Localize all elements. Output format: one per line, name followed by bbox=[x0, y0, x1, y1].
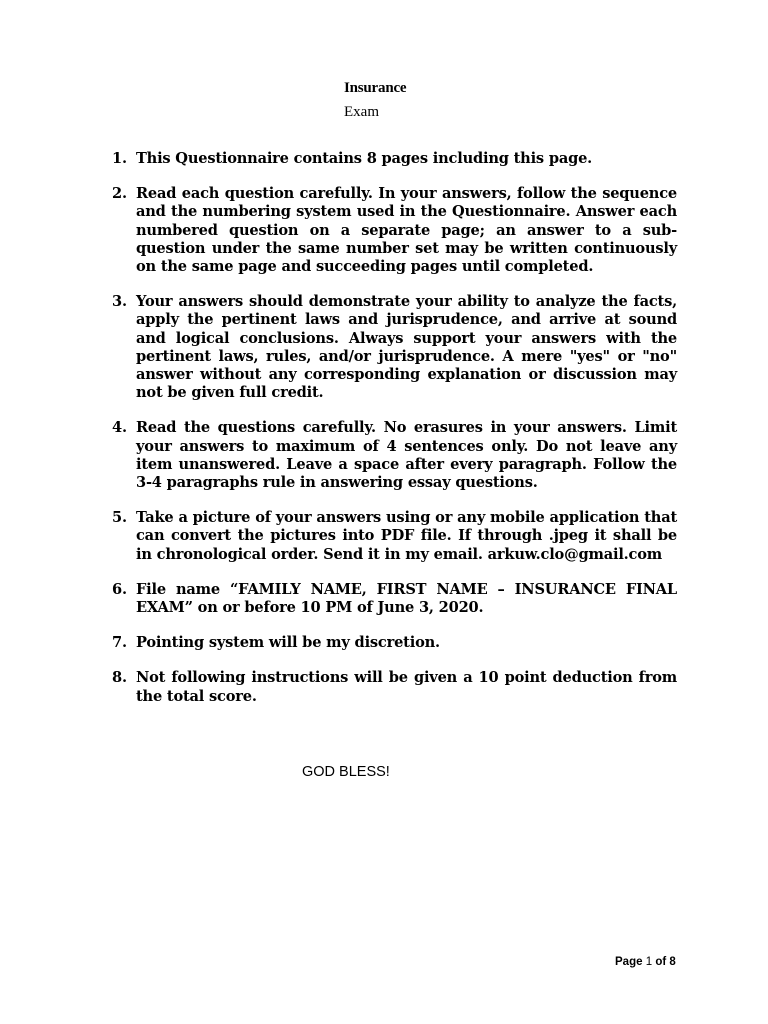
instruction-item-7 bbox=[112, 634, 677, 652]
document-title: Insurance bbox=[344, 80, 407, 96]
of-label: of bbox=[655, 956, 667, 968]
instruction-text: Pointing system will be my discretion. bbox=[136, 634, 440, 652]
instruction-item-6 bbox=[112, 581, 677, 617]
document-subtitle: Exam bbox=[344, 104, 379, 120]
instruction-number: 6. bbox=[112, 580, 127, 598]
instruction-number: 1. bbox=[112, 150, 127, 167]
page-footer bbox=[615, 956, 676, 968]
instruction-number: 4. bbox=[112, 419, 127, 437]
closing-text: GOD BLESS! bbox=[302, 764, 390, 780]
instruction-text: File name “FAMILY NAME, FIRST NAME – INSURANCE FINAL EXAM” on or before 10 PM of June 3, 2020. bbox=[136, 580, 677, 617]
instruction-item-2 bbox=[112, 185, 677, 276]
instruction-number: 7. bbox=[112, 634, 127, 652]
instruction-number: 8. bbox=[112, 669, 127, 687]
page-label: Page bbox=[615, 956, 643, 968]
instruction-item-4 bbox=[112, 419, 677, 492]
instruction-item-5 bbox=[112, 509, 677, 564]
instruction-number: 2. bbox=[112, 185, 127, 203]
instruction-text: Read each question carefully. In your answers, follow the sequence and the numbering system used in the Questionnaire. Answer each numbered question on a separate page; an answer to a sub-question under the same number set may be written continuously on the same page and succeeding pages until completed. bbox=[136, 185, 677, 276]
instruction-item-3 bbox=[112, 293, 677, 402]
total-pages-number: 8 bbox=[669, 956, 676, 968]
instruction-text: Not following instructions will be given a 10 point deduction from the total score. bbox=[136, 669, 677, 705]
instruction-item-1 bbox=[112, 150, 677, 168]
current-page-number: 1 bbox=[645, 956, 653, 968]
instruction-number: 3. bbox=[112, 293, 127, 311]
instruction-number: 5. bbox=[112, 509, 127, 527]
instruction-text: Your answers should demonstrate your ability to analyze the facts, apply the pertinent laws and jurisprudence, and arrive at sound and logical conclusions. Always support your answers with the pertinent laws, rules, and/or jurisprudence. A mere "yes" or "no" answer without any corresponding explanation or discussion may not be given full credit. bbox=[136, 293, 677, 402]
instruction-text: This Questionnaire contains 8 pages including this page. bbox=[136, 150, 593, 167]
instruction-list bbox=[112, 150, 677, 706]
instruction-text: Take a picture of your answers using or any mobile application that can convert the pictures into PDF file. If through .jpeg it shall be in chronological order. Send it in my email. arkuw.clo@gmail.com bbox=[136, 509, 677, 563]
instruction-text: Read the questions carefully. No erasures in your answers. Limit your answers to maximum of 4 sentences only. Do not leave any item unanswered. Leave a space after every paragraph. Follow the 3-4 paragraphs rule in answering essay questions. bbox=[136, 419, 677, 492]
instruction-item-8 bbox=[112, 669, 677, 705]
